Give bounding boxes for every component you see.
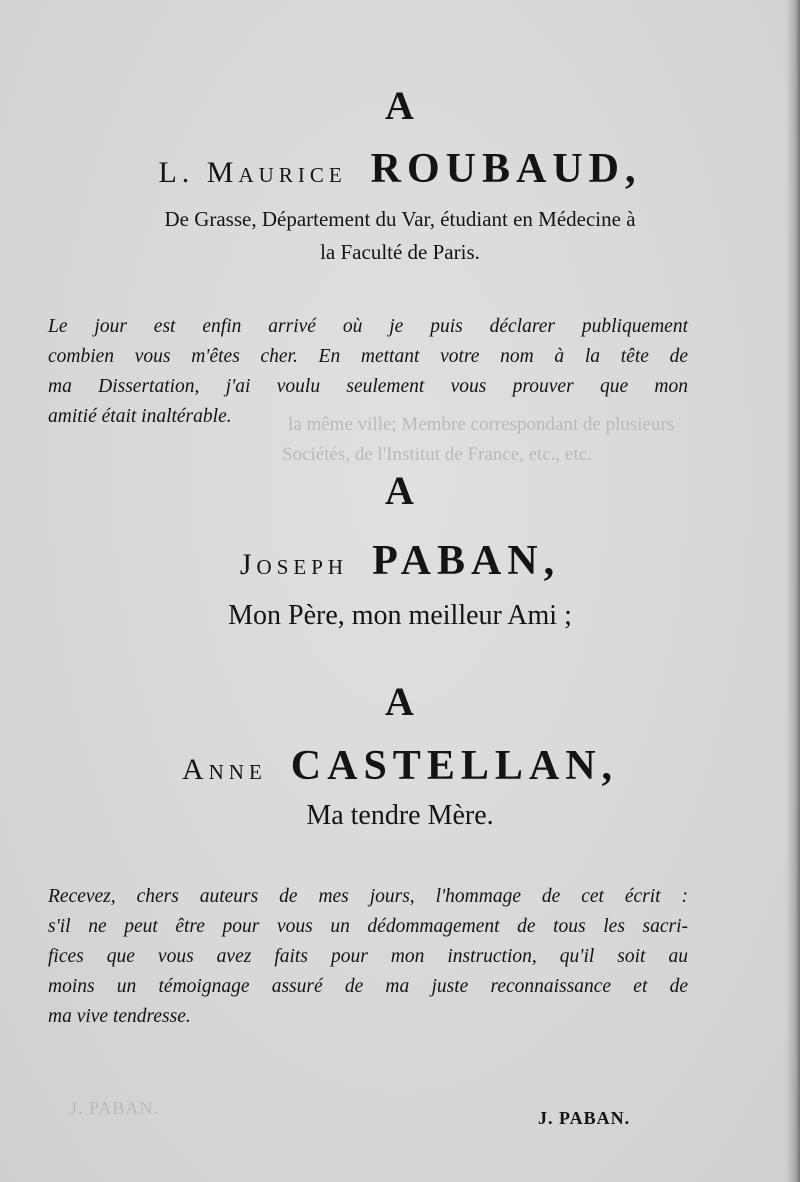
dedication-3-name bbox=[0, 742, 800, 790]
show-through-line-2: Sociétés, de l'Institut de France, etc., etc. bbox=[282, 444, 592, 465]
dedication-3-first-name: Anne bbox=[181, 753, 267, 786]
dedication-1-description-line-1: De Grasse, Département du Var, étudiant en Médecine à bbox=[164, 207, 636, 231]
dedication-2-surname: PABAN, bbox=[372, 538, 561, 584]
dedication-3-surname: CASTELLAN, bbox=[290, 743, 619, 789]
dedication-1-description-line-2: la Faculté de Paris. bbox=[320, 240, 480, 264]
dedication-2-first-name: Joseph bbox=[239, 548, 349, 581]
dedication-1-name bbox=[0, 145, 800, 193]
dedication-1-first-name: L. Maurice bbox=[158, 156, 347, 189]
message-line: s'il ne peut être pour vous un dédommagement de tous les sacri- bbox=[48, 916, 688, 937]
signature: J. PABAN. bbox=[538, 1108, 631, 1128]
dedication-2-a-heading: A bbox=[385, 468, 415, 513]
show-through-line-1: la même ville; Membre correspondant de plusieurs bbox=[288, 414, 675, 435]
message-line: moins un témoignage assuré de ma juste reconnaissance et de bbox=[48, 976, 688, 997]
message-line: ma vive tendresse. bbox=[48, 1006, 191, 1027]
dedication-3-message bbox=[48, 882, 688, 1032]
page-edge-shadow bbox=[786, 0, 800, 1182]
show-through-signature: J. PABAN. bbox=[70, 1098, 159, 1118]
message-line: fices que vous avez faits pour mon instruction, qu'il soit au bbox=[48, 946, 688, 967]
dedication-1-a-heading: A bbox=[385, 83, 415, 128]
dedication-2-relation: Mon Père, mon meilleur Ami ; bbox=[228, 600, 572, 631]
message-line: amitié était inaltérable. bbox=[48, 406, 232, 427]
message-line: ma Dissertation, j'ai voulu seulement vous prouver que mon bbox=[48, 376, 688, 397]
message-line: combien vous m'êtes cher. En mettant votre nom à la tête de bbox=[48, 346, 688, 367]
message-line: Le jour est enfin arrivé où je puis déclarer publiquement bbox=[48, 316, 688, 337]
message-line: Recevez, chers auteurs de mes jours, l'hommage de cet écrit : bbox=[48, 886, 688, 907]
dedication-1-surname: ROUBAUD, bbox=[370, 146, 642, 192]
dedication-3-a-heading: A bbox=[385, 679, 415, 724]
dedication-3-relation: Ma tendre Mère. bbox=[306, 800, 494, 831]
dedication-1-message bbox=[48, 312, 688, 432]
dedication-2-name bbox=[0, 537, 800, 585]
